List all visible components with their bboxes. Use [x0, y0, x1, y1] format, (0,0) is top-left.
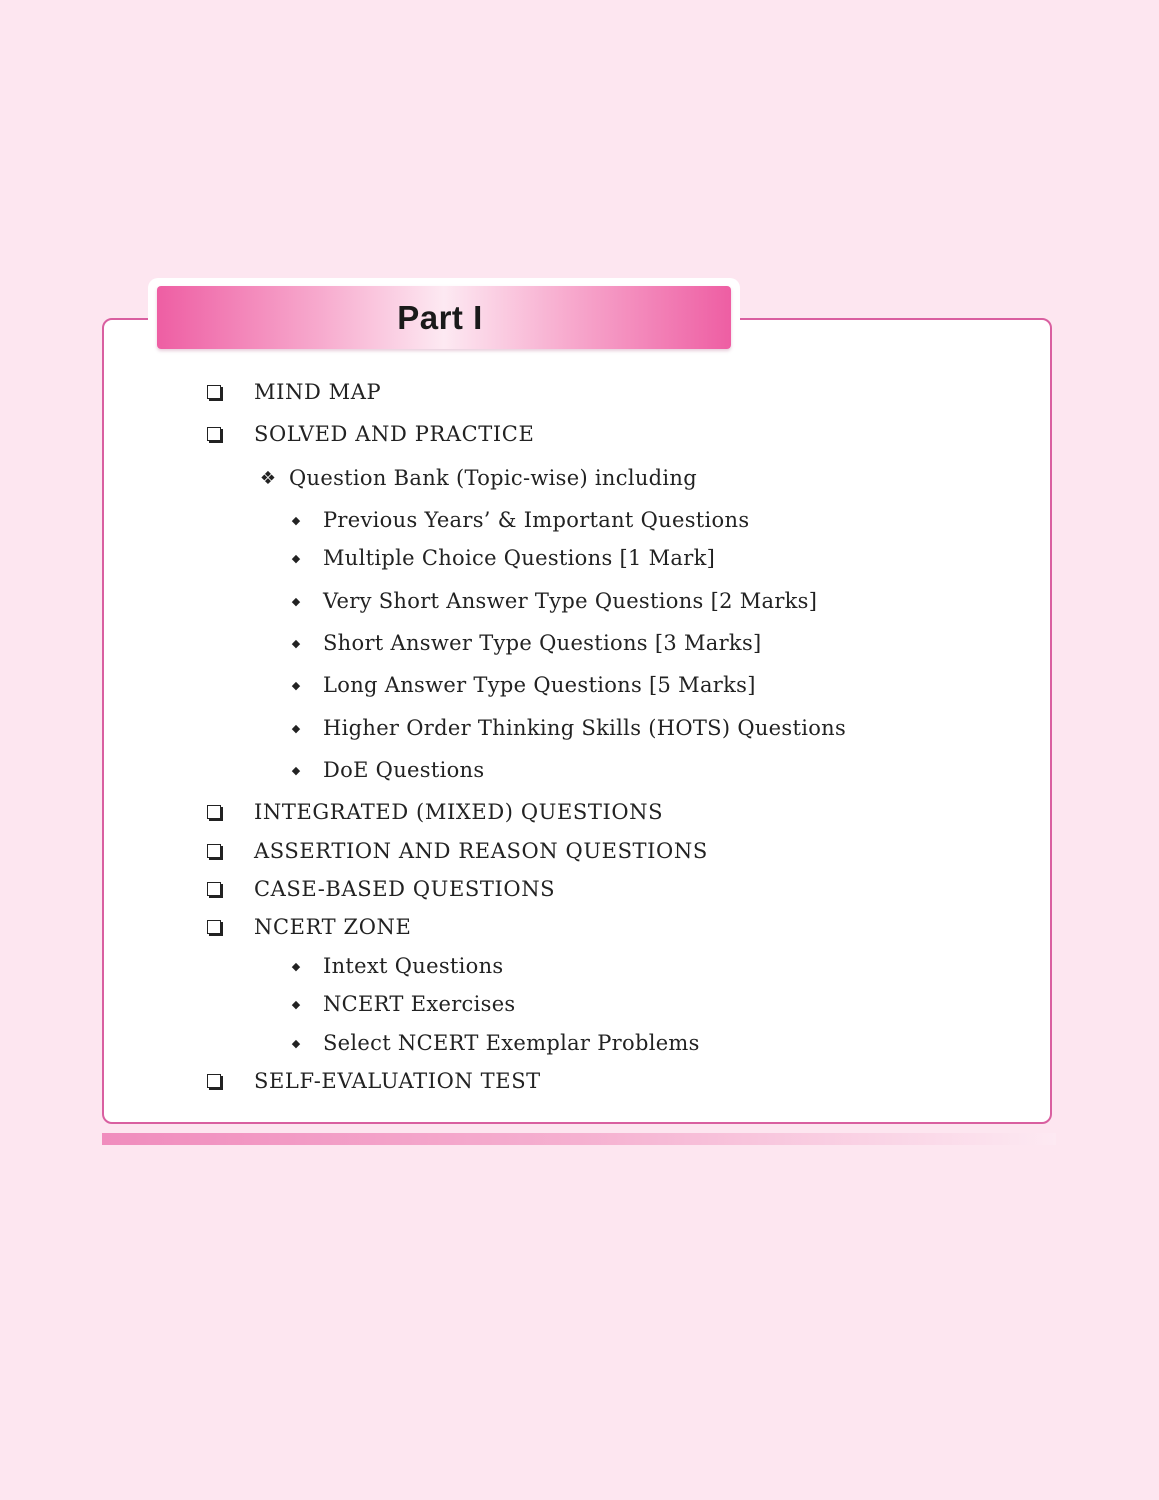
list-item [290, 546, 715, 570]
diamond-bullet-icon: ◆ [291, 513, 301, 527]
page-title: Part I [397, 298, 483, 336]
list-item [290, 992, 516, 1016]
list-item-label: Multiple Choice Questions [1 Mark] [323, 546, 716, 570]
list-item [290, 631, 762, 655]
list-item [207, 839, 708, 863]
list-item-label: SOLVED AND PRACTICE [254, 422, 535, 446]
list-item-label: DoE Questions [323, 758, 485, 782]
square-checkbox-icon [207, 385, 221, 399]
list-item [290, 716, 846, 740]
list-item-label: Question Bank (Topic-wise) including [289, 466, 697, 490]
list-item [207, 915, 411, 939]
square-checkbox-icon [207, 427, 221, 441]
list-item [290, 954, 504, 978]
list-item [290, 1031, 700, 1055]
diamond-bullet-icon: ◆ [291, 594, 301, 608]
list-item-label: SELF-EVALUATION TEST [254, 1069, 541, 1093]
list-item-label: Higher Order Thinking Skills (HOTS) Questions [323, 716, 847, 740]
square-checkbox-icon [207, 920, 221, 934]
diamond-bullet-icon: ◆ [291, 1036, 301, 1050]
diamond-bullet-icon: ◆ [291, 997, 301, 1011]
diamond-bullet-icon: ◆ [291, 763, 301, 777]
list-item-label: INTEGRATED (MIXED) QUESTIONS [254, 800, 664, 824]
title-banner [157, 286, 731, 349]
list-item-label: Short Answer Type Questions [3 Marks] [323, 631, 762, 655]
list-item-label: NCERT Exercises [323, 992, 516, 1016]
diamond-bullet-icon: ◆ [291, 721, 301, 735]
list-item [290, 758, 484, 782]
list-item [207, 800, 663, 824]
list-item [290, 673, 756, 697]
list-item [207, 1069, 541, 1093]
list-item-label: Select NCERT Exemplar Problems [323, 1031, 700, 1055]
list-item-label: Intext Questions [323, 954, 504, 978]
diamond-bullet-icon: ◆ [291, 551, 301, 565]
bottom-gradient-strip [102, 1133, 1056, 1145]
list-item [290, 589, 817, 613]
list-item-label: MIND MAP [254, 380, 382, 404]
square-checkbox-icon [207, 882, 221, 896]
list-item-label: CASE-BASED QUESTIONS [254, 877, 556, 901]
diamond-bullet-icon: ◆ [291, 636, 301, 650]
square-checkbox-icon [207, 1074, 221, 1088]
diamond-bullet-icon: ◆ [291, 678, 301, 692]
list-item [207, 380, 381, 404]
diamond-bullet-icon: ◆ [291, 959, 301, 973]
list-item [257, 466, 697, 490]
square-checkbox-icon [207, 805, 221, 819]
list-item-label: Long Answer Type Questions [5 Marks] [323, 673, 756, 697]
four-diamond-icon: ❖ [259, 467, 277, 489]
list-item-label: ASSERTION AND REASON QUESTIONS [254, 839, 708, 863]
list-item-label: Previous Years’ & Important Questions [323, 508, 750, 532]
square-checkbox-icon [207, 844, 221, 858]
list-item [290, 508, 749, 532]
list-item-label: NCERT ZONE [254, 915, 412, 939]
list-item [207, 877, 555, 901]
list-item-label: Very Short Answer Type Questions [2 Marks] [323, 589, 818, 613]
list-item [207, 422, 534, 446]
